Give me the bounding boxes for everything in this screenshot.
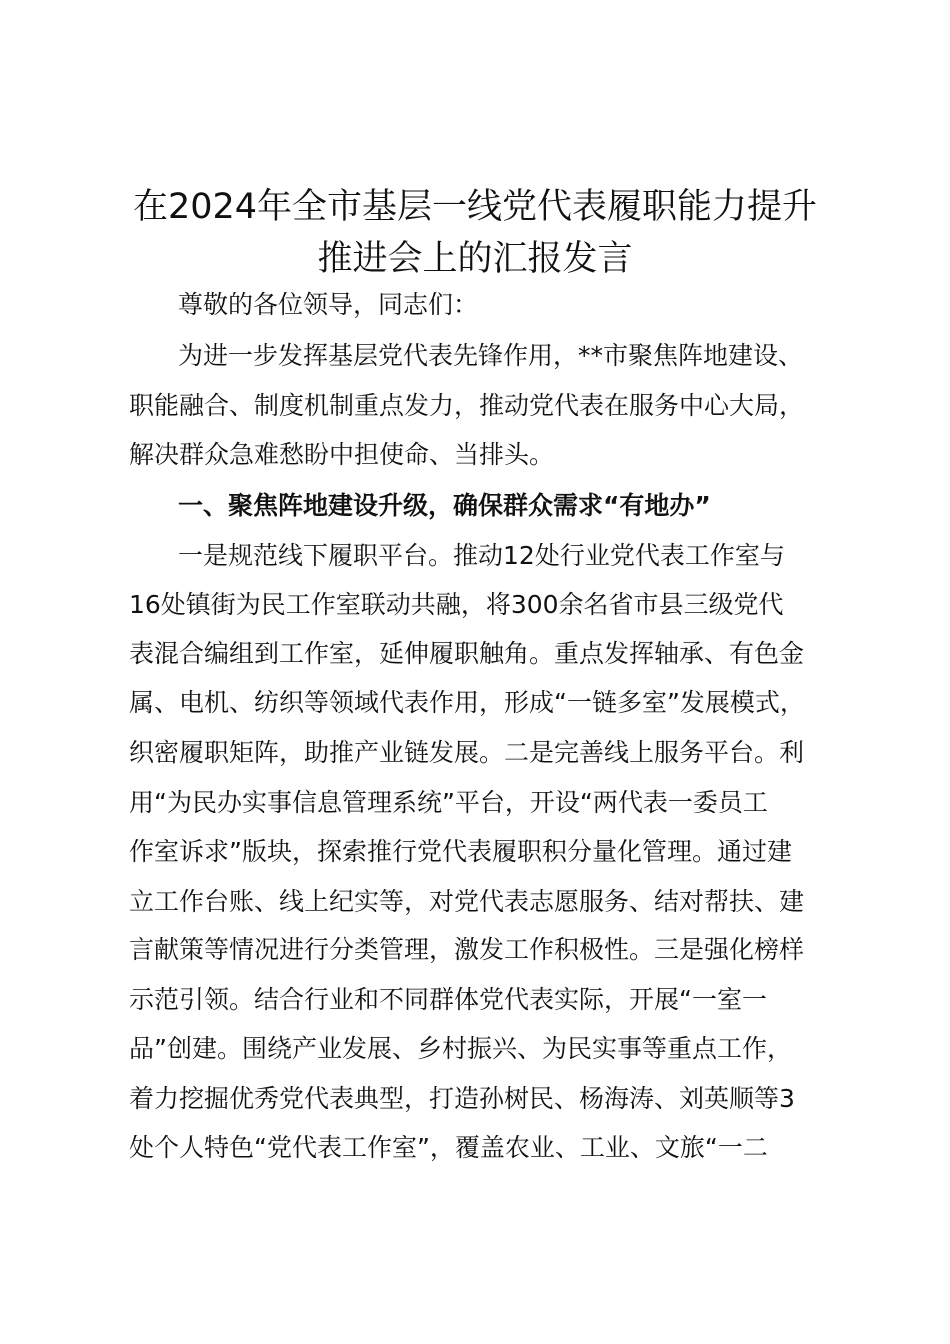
section-heading-1: 一、聚焦阵地建设升级，确保群众需求“有地办” — [178, 491, 711, 520]
body-line-11: 品”创建。围绕产业发展、乡村振兴、为民实事等重点工作， — [129, 1034, 792, 1063]
body-line-8: 立工作台账、线上纪实等，对党代表志愿服务、结对帮扶、建 — [129, 887, 805, 916]
salutation: 尊敬的各位领导，同志们： — [178, 290, 479, 319]
intro-line-2: 职能融合、制度机制重点发力，推动党代表在服务中心大局， — [129, 391, 805, 420]
title-line-1: 在2024年全市基层一线党代表履职能力提升 — [132, 187, 818, 227]
intro-line-1: 为进一步发挥基层党代表先锋作用，**市聚焦阵地建设、 — [178, 341, 804, 370]
body-line-2: 16处镇街为民工作室联动共融，将300余名省市县三级党代 — [129, 590, 784, 619]
title-line-2: 推进会上的汇报发言 — [317, 239, 633, 279]
body-line-7: 作室诉求”版块，探索推行党代表履职积分量化管理。通过建 — [129, 837, 792, 866]
body-line-5: 织密履职矩阵，助推产业链发展。二是完善线上服务平台。利 — [129, 738, 805, 767]
document-title — [90, 181, 860, 285]
intro-line-3: 解决群众急难愁盼中担使命、当排头。 — [129, 440, 555, 469]
body-line-13: 处个人特色“党代表工作室”，覆盖农业、工业、文旅“一二 — [129, 1133, 768, 1162]
body-line-6: 用“为民办实事信息管理系统”平台，开设“两代表一委员工 — [129, 788, 768, 817]
body-line-1: 一是规范线下履职平台。推动12处行业党代表工作室与 — [178, 541, 785, 570]
body-line-4: 属、电机、纺织等领域代表作用，形成“一链多室”发展模式， — [129, 688, 805, 717]
body-line-10: 示范引领。结合行业和不同群体党代表实际，开展“一室一 — [129, 985, 767, 1014]
body-line-3: 表混合编组到工作室，延伸履职触角。重点发挥轴承、有色金 — [129, 639, 805, 668]
body-line-9: 言献策等情况进行分类管理，激发工作积极性。三是强化榜样 — [129, 935, 805, 964]
body-line-12: 着力挖掘优秀党代表典型，打造孙树民、杨海涛、刘英顺等3 — [129, 1084, 795, 1113]
